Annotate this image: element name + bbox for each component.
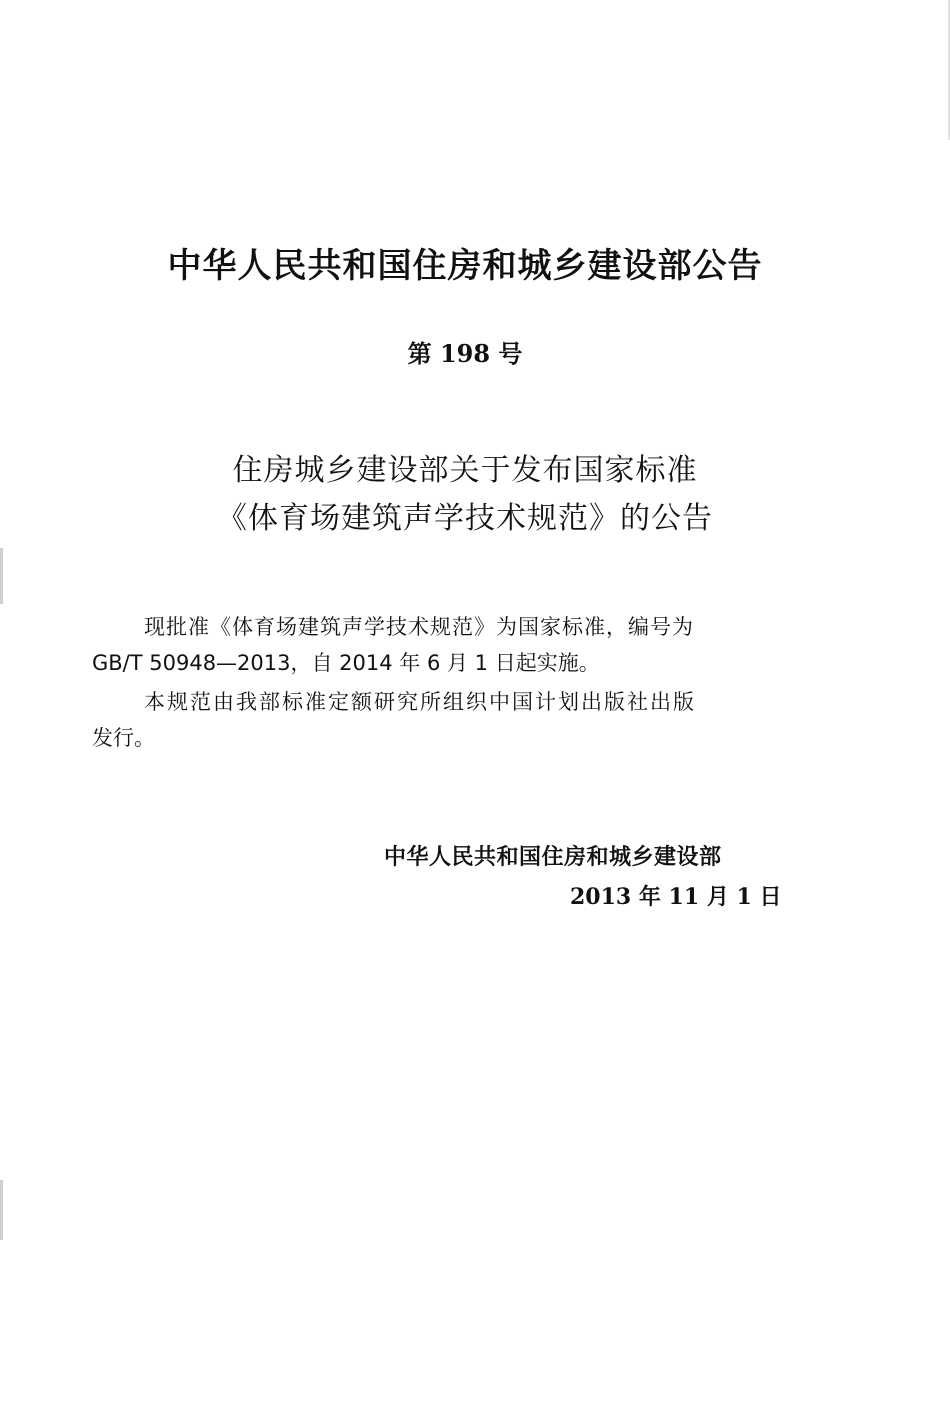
body-paragraph-2-line-2: 发行。 [92,726,155,750]
signature-organization: 中华人民共和国住房和城乡建设部 [384,845,722,870]
scan-edge-mark [0,548,3,604]
announcement-title: 中华人民共和国住房和城乡建设部公告 [167,246,763,286]
body-paragraph-1-line-2: GB/T 50948—2013，自 2014 年 6 月 1 日起实施。 [92,651,600,675]
body-paragraph-1-line-1: 现批准《体育场建筑声学技术规范》为国家标准，编号为 [144,615,694,639]
signature-date: 2013 年 11 月 1 日 [570,884,782,910]
body-paragraph-2-line-1: 本规范由我部标准定额研究所组织中国计划出版社出版 [144,690,696,714]
announcement-subtitle-line2: 《体育场建筑声学技术规范》的公告 [217,501,713,536]
announcement-number: 第 198 号 [407,339,523,368]
scan-edge-mark [0,1180,3,1240]
announcement-subtitle-line1: 住房城乡建设部关于发布国家标准 [232,453,698,488]
